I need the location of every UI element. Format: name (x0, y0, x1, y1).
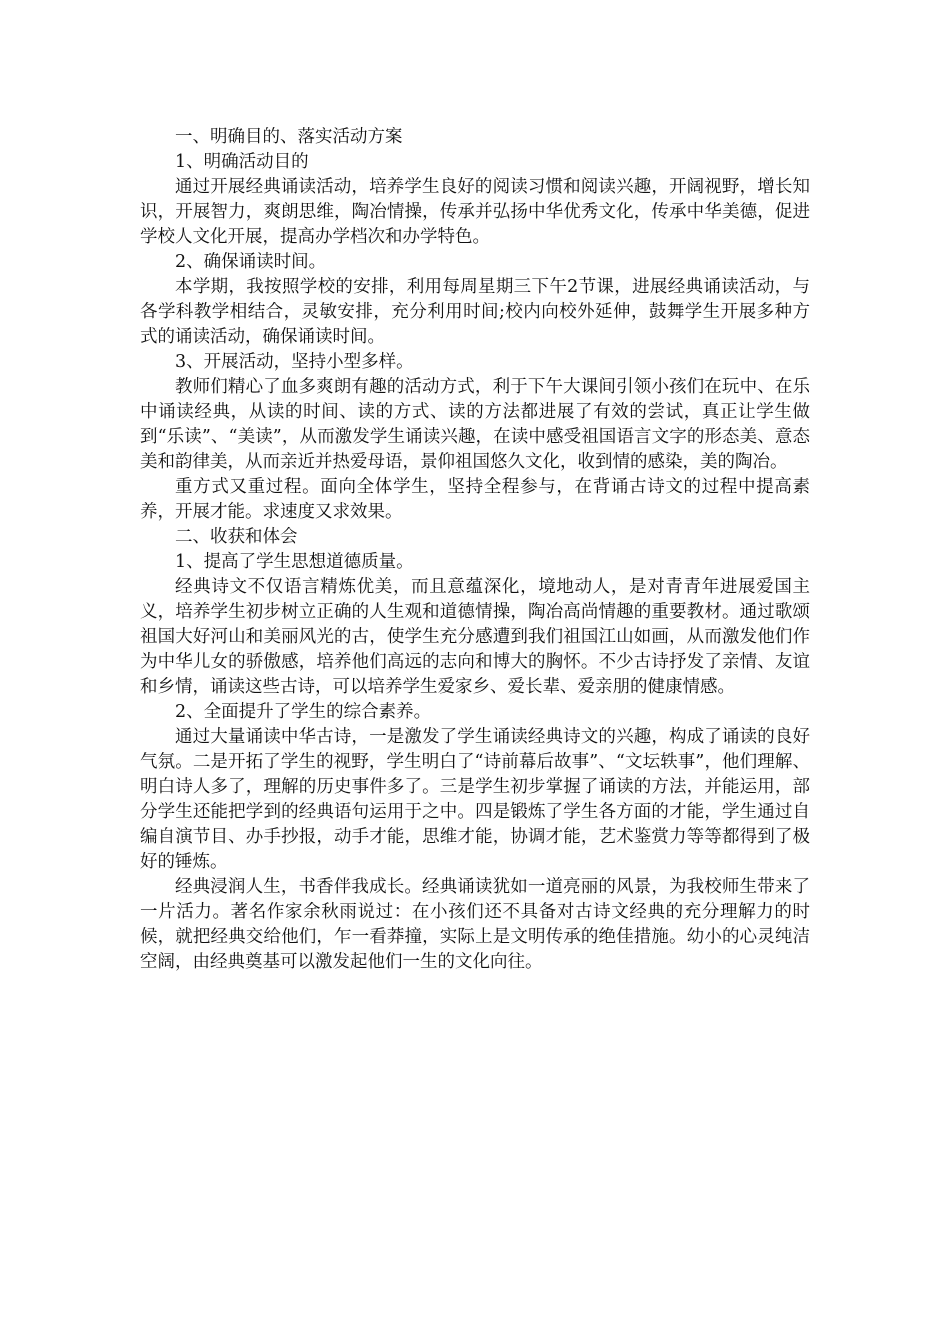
paragraph-moral-quality: 经典诗文不仅语言精炼优美，而且意蕴深化，境地动人，是对青青年进展爱国主义，培养学生初步树立正确的人生观和道德情操，陶冶高尚情趣的重要教材。通过歌颂祖国大好河山和美丽风光的古，使学生充分感遭到我们祖国江山如画，从而激发他们作为中华儿女的骄傲感，培养他们高远的志向和博大的胸怀。不少古诗抒发了亲情、友谊和乡情，诵读这些古诗，可以培养学生爱家乡、爱长辈、爱亲朋的健康情感。 (140, 577, 810, 697)
heading-section-2: 二、收获和体会 (175, 527, 298, 547)
paragraph-conclusion: 经典浸润人生，书香伴我成长。经典诵读犹如一道亮丽的风景，为我校师生带来了一片活力。著名作家余秋雨说过：在小孩们还不具备对古诗文经典的充分理解力的时候，就把经典交给他们，乍一看莽撞，实际上是文明传承的绝佳措施。幼小的心灵纯洁空阔，由经典奠基可以激发起他们一生的文化向往。 (140, 877, 810, 972)
document-body (140, 125, 810, 975)
subheading-2-1: 1、提高了学生思想道德质量。 (175, 552, 414, 572)
paragraph-reading-time: 本学期，我按照学校的安排，利用每周星期三下午2节课，进展经典诵读活动，与各学科教学相结合，灵敏安排，充分利用时间;校内向校外延伸，鼓舞学生开展多种方式的诵读活动，确保诵读时间。 (140, 277, 810, 347)
subheading-2-2: 2、全面提升了学生的综合素养。 (175, 702, 432, 722)
paragraph-process: 重方式又重过程。面向全体学生，坚持全程参与，在背诵古诗文的过程中提高素养，开展才能。求速度又求效果。 (140, 477, 810, 522)
subheading-1-1: 1、明确活动目的 (175, 152, 309, 172)
subheading-1-3: 3、开展活动，坚持小型多样。 (175, 352, 414, 372)
paragraph-activity-forms: 教师们精心了血多爽朗有趣的活动方式，利于下午大课间引领小孩们在玩中、在乐中诵读经典，从读的时间、读的方式、读的方法都进展了有效的尝试，真正让学生做到“乐读”、“美读”，从而激发学生诵读兴趣，在读中感受祖国语言文字的形态美、意态美和韵律美，从而亲近并热爱母语，景仰祖国悠久文化，收到情的感染，美的陶冶。 (140, 377, 810, 472)
subheading-1-2: 2、确保诵读时间。 (175, 252, 327, 272)
paragraph-activity-purpose: 通过开展经典诵读活动，培养学生良好的阅读习惯和阅读兴趣，开阔视野，增长知识，开展智力，爽朗思维，陶冶情操，传承并弘扬中华优秀文化，传承中华美德，促进学校人文化开展，提高办学档次和办学特色。 (140, 177, 810, 247)
heading-section-1: 一、明确目的、落实活动方案 (175, 127, 403, 147)
paragraph-comprehensive-quality: 通过大量诵读中华古诗，一是激发了学生诵读经典诗文的兴趣，构成了诵读的良好气氛。二是开拓了学生的视野，学生明白了“诗前幕后故事”、“文坛轶事”，他们理解、明白诗人多了，理解的历史事件多了。三是学生初步掌握了诵读的方法，并能运用，部分学生还能把学到的经典语句运用于之中。四是锻炼了学生各方面的才能，学生通过自编自演节目、办手抄报，动手才能，思维才能，协调才能，艺术鉴赏力等等都得到了极好的锤炼。 (140, 727, 810, 872)
